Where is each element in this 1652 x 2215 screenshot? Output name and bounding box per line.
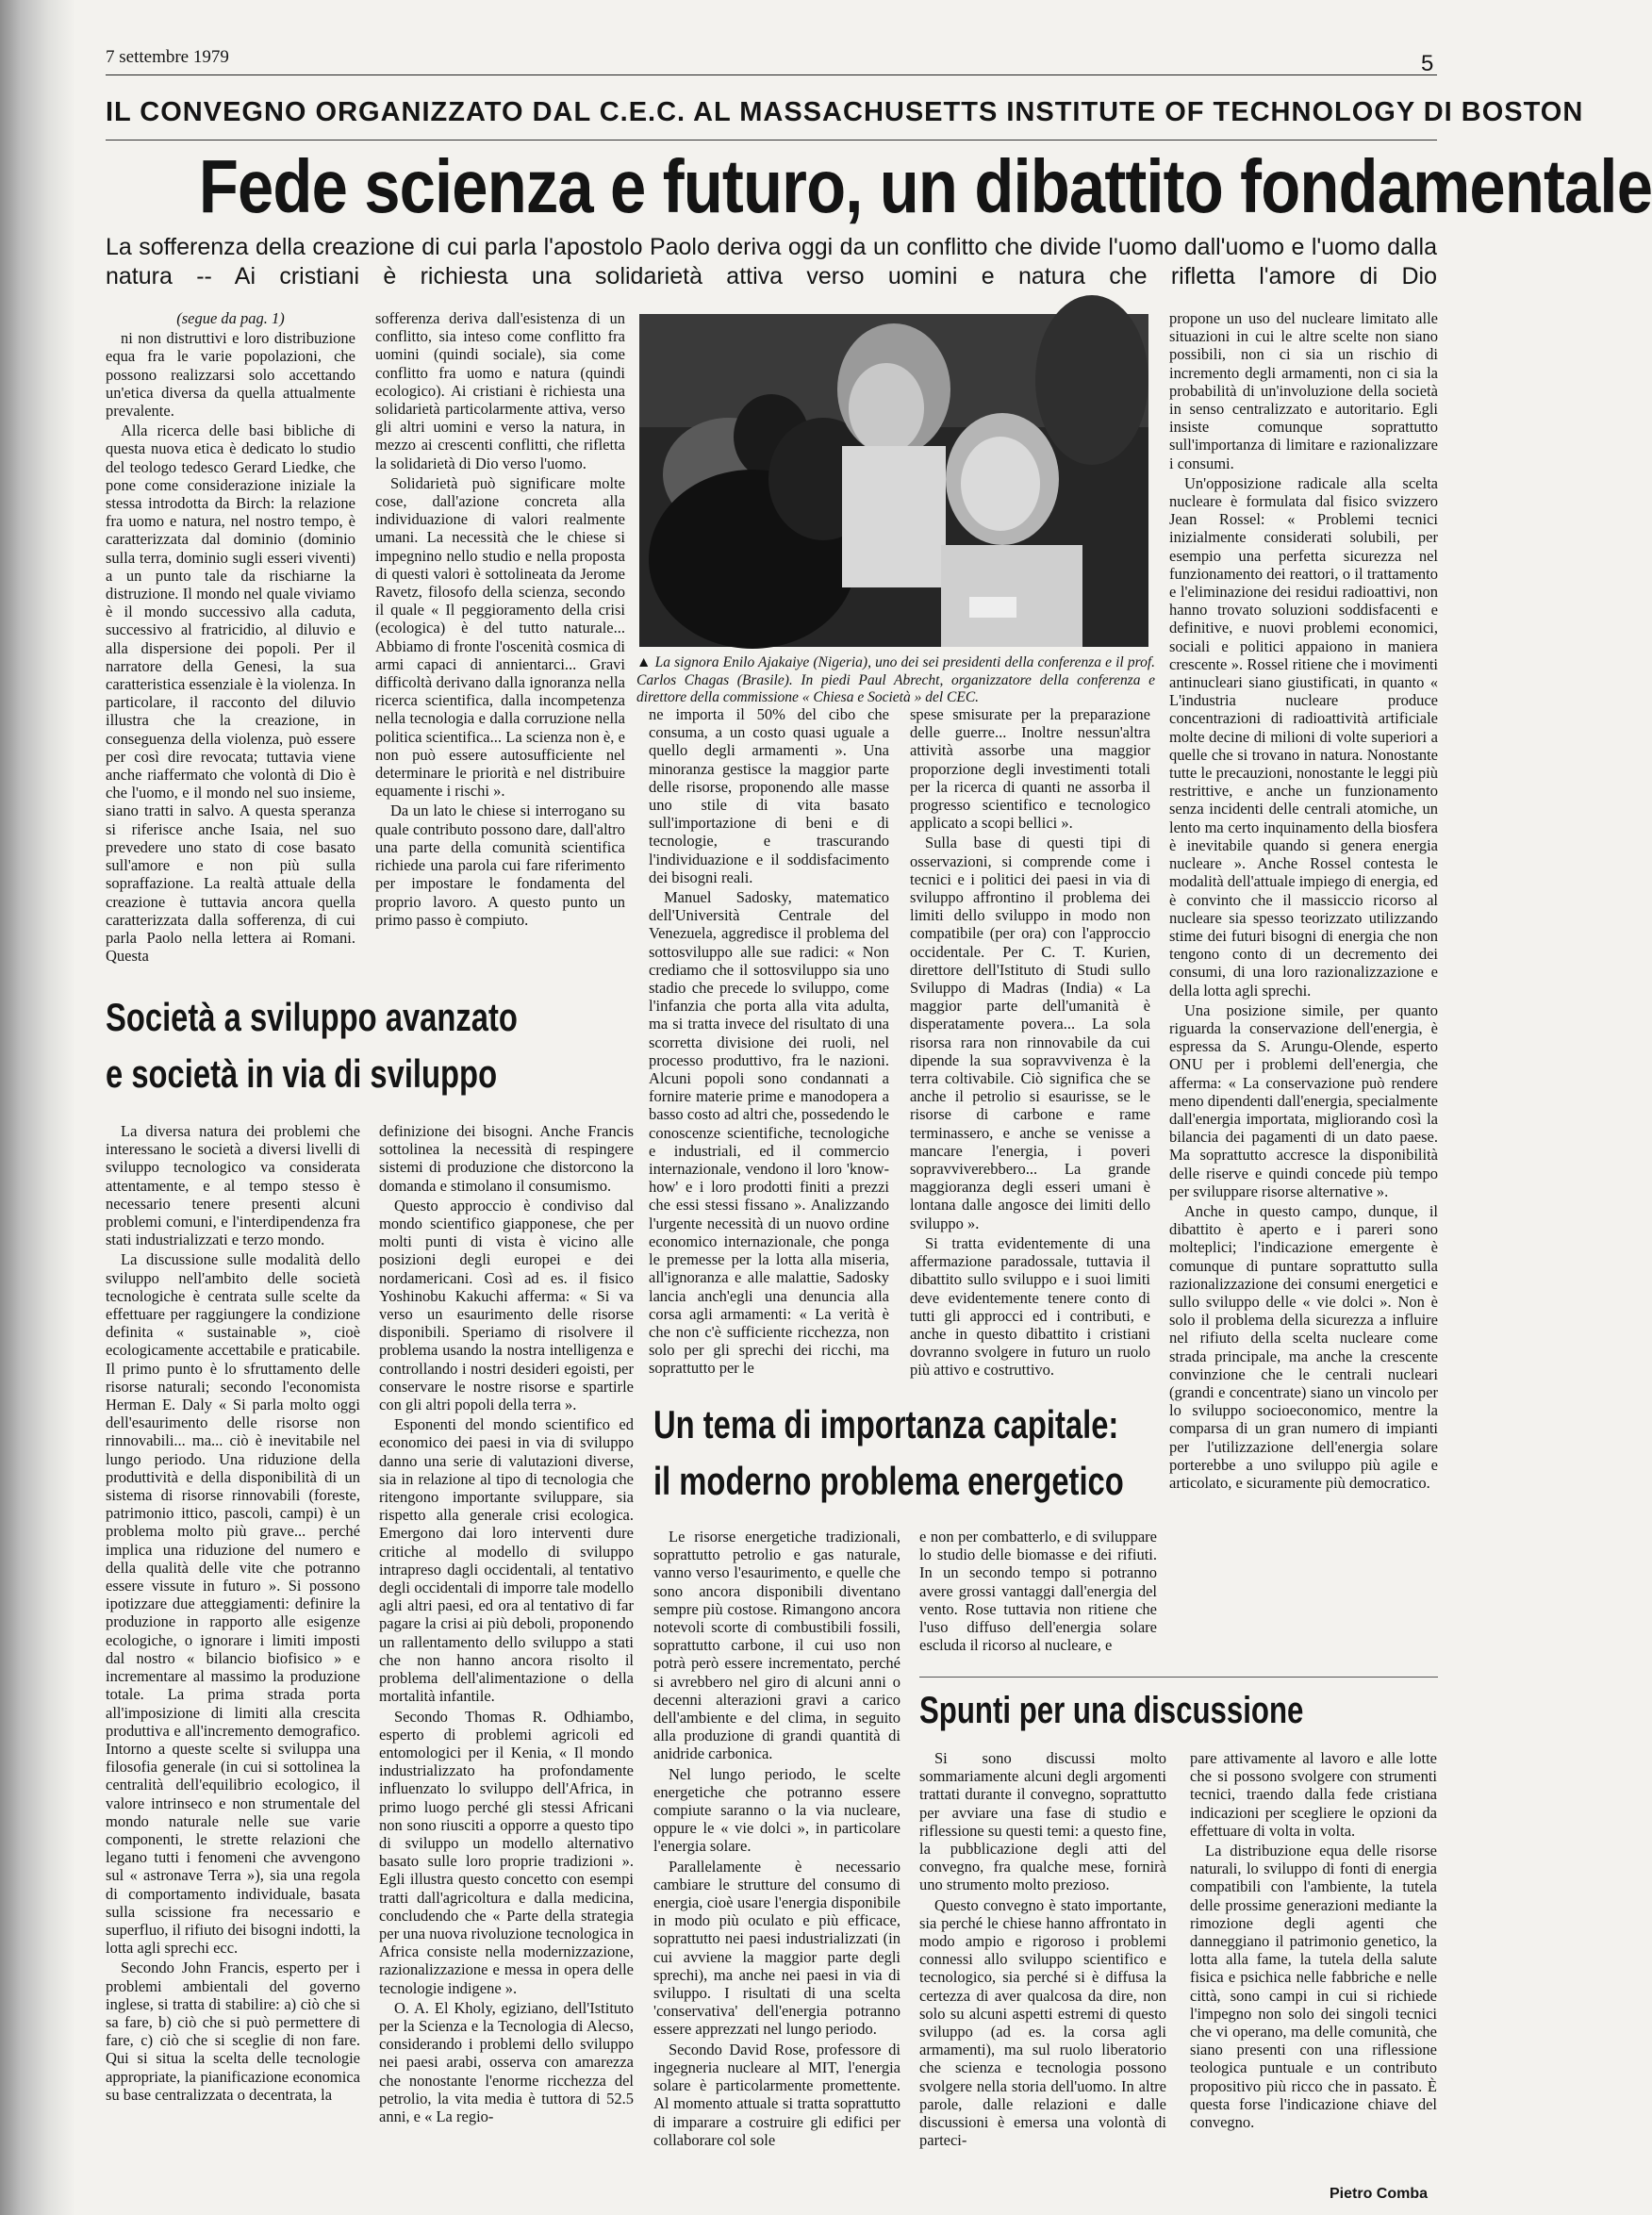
article-column-2 <box>375 309 625 969</box>
kicker: IL CONVEGNO ORGANIZZATO DAL C.E.C. AL MASSACHUSETTS INSTITUTE OF TECHNOLOGY DI BOSTON <box>106 97 1584 127</box>
article-column-1 <box>106 309 355 969</box>
issue-date: 7 settembre 1979 <box>106 47 229 67</box>
header-rule <box>106 74 1437 75</box>
paragraph: sofferenza deriva dall'esistenza di un conflitto, sia inteso come conflitto fra uomini (quindi sociale), sia come conflitto fra uomo e natura (quindi ecologico). Ai cristiani è richiesta una solidarietà particolarmente attiva, verso gli altri uomini e verso la natura, in mezzo ai crescenti conflitti, che rifletta la solidarietà di Dio verso l'uomo. <box>375 309 625 472</box>
paragraph: definizione dei bisogni. Anche Francis sottolinea la necessità di respingere sistemi di produzione che distorcono la domanda e stimolano il consumismo. <box>379 1122 634 1195</box>
societa-column-2 <box>379 1122 634 2197</box>
paragraph: Manuel Sadosky, matematico dell'Università Centrale del Venezuela, aggredisce il problema del sottosviluppo alle sue radici: « Non crediamo che il sottosviluppo sia uno stadio che precede lo sviluppo, come l'infanzia che porta alla vita adulta, ma si tratta invece del risultato di una scorretta divisione dei ruoli, nel processo produttivo, fra le nazioni. Alcuni popoli sono condannati a fornire materie prime e manodopera a basso costo ad altri che, possedendo le conoscenze scientifiche, tecnologiche e industriali, ed il commercio internazionale, vendono il loro 'know-how' e i loro prodotti finiti a prezzi che essi stessi fissano ». Analizzando l'urgente necessità di un nuovo ordine economico internazionale, che ponga le premesse per la lotta alla miseria, all'ignoranza e alle malattie, Sadosky lancia anch'egli una denuncia alla corsa agli armamenti: « La verità è che non c'è sufficiente ricchezza, non solo per gli sprechi dei ricchi, ma soprattutto per le <box>649 888 889 1378</box>
section-divider <box>919 1677 1438 1678</box>
spunti-column-1 <box>919 1749 1166 2188</box>
middle-column-b <box>910 705 1150 1384</box>
paragraph: Nel lungo periodo, le scelte energetiche che potranno essere compiute saranno o la via nucleare, oppure le « vie dolci », in particolare l'energia solare. <box>653 1764 900 1856</box>
photo <box>639 314 1148 647</box>
paragraph: ni non distruttivi e loro distribuzione equa fra le varie popolazioni, che possono realizzarsi solo accettando un'etica diversa da quella attualmente prevalente. <box>106 329 355 421</box>
paragraph: Secondo John Francis, esperto per i problemi ambientali del governo inglese, si tratta di stabilire: a) ciò che si sa fare, b) ciò che si può permettere di fare, c) ciò che si sceglie di non fare. Qui si situa la scelta delle tecnologie appropriate, la pianificazione economica su base centralizzata o decentrata, la <box>106 1959 360 2104</box>
paragraph: Alla ricerca delle basi bibliche di questa nuova etica è dedicato lo studio del teologo tedesco Gerard Liedke, che pone come considerazione iniziale la stessa introdotta da Birch: la relazione fra uomo e natura, nel nostro tempo, è caratterizzata dal dominio (dominio sulla terra, dominio sugli esseri viventi) a un punto tale da rischiarne la distruzione. Il mondo nel quale viviamo è il mondo successivo alla caduta, successivo al fratricidio, al diluvio e alla dispersione dei popoli. Per il narratore della Genesi, la sua caratteristica essenziale è la violenza. In particolare, il racconto del diluvio illustra che la creazione, in conseguenza della violenza, può essere per così dire revocata; tuttavia viene anche riaffermato che volontà di Dio è che l'uomo, e il mondo nel suo insieme, siano tratti in salvo. A questa speranza si riferisce anche Isaia, nel suo prevedere uno stato di cose basato sull'amore e non più sulla sopraffazione. La realtà attuale della creazione è tuttavia ancora quella caratterizzata dalla sofferenza, di cui parla Paolo nella lettera ai Romani. Questa <box>106 422 355 966</box>
caption-marker: ▲ <box>636 654 652 670</box>
right-column <box>1169 309 1438 1677</box>
paragraph: Sulla base di questi tipi di osservazioni, si comprende come i tecnici e i politici dei paesi in via di sviluppo affrontino il problema dei limiti dello sviluppo in modo non compatibile (per ora) con l'approccio occidentale. Per C. T. Kurien, direttore dell'Istituto di Studi sullo Sviluppo di Madras (India) « La maggior parte dell'umanità è disperatamente povera... La sola risorsa rara non rinnovabile da cui dipende la sua sopravvivenza è la terra coltivabile. Ciò significa che se anche il petrolio si esaurisse, se le risorse di carbone e rame terminassero, e anche se venisse a mancare l'energia, i poveri sopravviverebbero... La grande maggioranza degli esseri umani è lontana dalle angosce dei limiti dello sviluppo ». <box>910 834 1150 1232</box>
paragraph: Parallelamente è necessario cambiare le strutture del consumo di energia, cioè usare l'energia disponibile in modo più oculato e più efficace, soprattutto nei paesi industrializzati (in cui avviene la maggior parte degli sprechi), ma anche nei paesi in via di sviluppo. I risultati di una scelta 'conservativa' dell'energia potranno essere apprezzati nel lungo periodo. <box>653 1857 900 2039</box>
byline: Pietro Comba <box>1330 2186 1429 2202</box>
paragraph: Anche in questo campo, dunque, il dibattito è aperto e i pareri sono molteplici; l'indicazione emergente è comunque di puntare soprattutto sulla razionalizzazione dei consumi energetici e sullo sviluppo delle « vie dolci ». Non è solo il problema della sicurezza a influire nel rifiuto della scelta nucleare come strada principale, ma anche la crescente convinzione che le centrali nucleari (grandi e concentrate) siano un vincolo per lo sviluppo socioeconomico, mentre la comparsa di un gran numero di impianti per l'utilizzazione dell'energia solare porterebbe a uno sviluppo più agile e articolato, e sicuramente più democratico. <box>1169 1201 1438 1492</box>
kicker-rule <box>106 140 1437 141</box>
section-title-societa-line1: Società a sviluppo avanzato <box>106 995 518 1039</box>
page-number: 5 <box>1421 51 1434 76</box>
section-title-societa-line2: e società in via di sviluppo <box>106 1051 498 1096</box>
paragraph: Secondo Thomas R. Odhiambo, esperto di problemi agricoli ed entomologici per il Kenia, « Il mondo industrializzato ha profondamente influenzato lo sviluppo dell'Africa, in primo luogo perché gli stessi Africani non sono riusciti a opporre a questo tipo di sviluppo un modello alternativo basato sulle loro proprie tradizioni ». Egli illustra questo concetto con esempi tratti dall'agricoltura e dalla medicina, concludendo che « Parte della strategia per una nuova rivoluzione tecnologica in Africa consiste nella modernizzazione, razionalizzazione e messa in opera delle tecnologie indigene ». <box>379 1707 634 1997</box>
paragraph: Le risorse energetiche tradizionali, soprattutto petrolio e gas naturale, vanno verso l'esaurimento, e quelle che sono ancora disponibili diventano sempre più costose. Rimangono ancora notevoli scorte di combustibili fossili, soprattutto carbone, il cui uso non potrà però essere incrementato, perché si avrebbero nel giro di alcuni anni o decenni alterazioni gravi a carico dell'ambiente e del clima, in seguito alla produzione di grandi quantità di anidride carbonica. <box>653 1528 900 1763</box>
paragraph: Questo approccio è condiviso dal mondo scientifico giapponese, che per molti punti di vista è vicino alle posizioni degli europei e dei nordamericani. Così ad es. il fisico Yoshinobu Kakuchi afferma: « Si va verso un esaurimento delle risorse disponibili. Speriamo di risolvere il problema usando la nostra intelligenza e controllando i nostri desideri egoisti, per conservare le nostre risorse e spartirle con gli altri popoli della terra ». <box>379 1196 634 1414</box>
paragraph: Esponenti del mondo scientifico ed economico dei paesi in via di sviluppo danno una serie di valutazioni diverse, sia in relazione al tipo di tecnologia che ritengono importante sviluppare, sia rispetto alla generale crisi ecologica. Emergono dai loro interventi dure critiche al modello di sviluppo intrapreso dagli occidentali, al tentativo degli occidentali di imporre tale modello agli altri paesi, ed ora al tentativo di far pagare la crisi ai più deboli, proponendo un rallentamento dello sviluppo a stati che non hanno ancora risolto il problema dell'alimentazione o della mortalità infantile. <box>379 1415 634 1706</box>
middle-column-a <box>649 705 889 1384</box>
paragraph: pare attivamente al lavoro e alle lotte che si possono svolgere con strumenti tecnici, traendo dalla fede cristiana indicazioni per scegliere le opzioni da effettuare di volta in volta. <box>1190 1749 1437 1840</box>
paragraph: ne importa il 50% del cibo che consuma, a un costo quasi uguale a quello degli armamenti ». Una minoranza gestisce la maggior parte delle risorse, proponendo alle masse uno stile di vita basato sull'importazione di beni e di tecnologie, e trascurando l'individuazione e il soddisfacimento dei bisogni reali. <box>649 705 889 886</box>
headline: Fede scienza e futuro, un dibattito fondamentale <box>198 144 1652 228</box>
section-title-spunti: Spunti per una discussione <box>919 1690 1304 1731</box>
continued-note: (segue da pag. 1) <box>176 309 285 327</box>
section-title-energia-line2: il moderno problema energetico <box>653 1459 1124 1503</box>
paragraph: Si sono discussi molto sommariamente alcuni degli argomenti trattati durante il convegno, soprattutto per avviare una fase di studio e riflessione su questi temi: a questo fine, la pubblicazione degli atti del convegno, fra qualche mese, fornirà uno strumento molto prezioso. <box>919 1749 1166 1894</box>
paragraph: La diversa natura dei problemi che interessano le società a diversi livelli di sviluppo tecnologico va considerata attentamente, e al tempo stesso è necessario tenere presenti alcuni problemi comuni, e l'interdipendenza fra stati industrializzati e terzo mondo. <box>106 1122 360 1249</box>
paragraph: Questo convegno è stato importante, sia perché le chiese hanno affrontato in modo ampio e rigoroso i problemi connessi allo sviluppo scientifico e tecnologico, sia perché si è diffusa la certezza di aver qualcosa da dire, non solo su alcuni aspetti estremi di questo sviluppo (ad es. la corsa agli armamenti), ma sul ruolo liberatorio che scienza e tecnologia possono svolgere nella storia dell'uomo. In altre parole, dalle relazioni e dalle discussioni è emersa una volontà di parteci- <box>919 1895 1166 2150</box>
paragraph: Solidarietà può significare molte cose, dall'azione concreta alla individuazione di valori realmente umani. La necessità che le chiese si impegnino nello studio e nella proposta di questi valori è sottolineata da Jerome Ravetz, filosofo della scienza, secondo il quale « Il peggioramento della crisi (ecologica) è del tutto naturale... Abbiamo di fronte l'oscenità cosmica di armi capaci di annientarci... Gravi difficoltà derivano dalla ignoranza nella ricerca scientifica, dalla incompetenza nella tecnologia e dalla corruzione nella politica scientifica... La scienza non è, e non può essere autosufficiente nel determinare le priorità e nel distribuire equamente i rischi ». <box>375 473 625 801</box>
section-title-energia-line1: Un tema di importanza capitale: <box>653 1402 1119 1446</box>
paragraph: e non per combatterlo, e di sviluppare lo studio delle biomasse e dei rifiuti. In un secondo tempo si potranno avere grossi vantaggi dall'energia del vento. Rose tuttavia non ritiene che l'uso diffuso dell'energia solare escluda il ricorso al nucleare, e <box>919 1528 1157 1655</box>
paragraph: Una posizione simile, per quanto riguarda la conservazione dell'energia, è espressa da S. Arungu-Olende, esperto ONU per i problemi dell'energia, che afferma: « La conservazione può rendere meno dipendenti dall'energia, specialmente dall'energia importata, migliorando così la bilancia dei pagamenti di un dato paese. Ma soprattutto accresce la disponibilità delle riserve e quindi concede più tempo per sviluppare risorse alternative ». <box>1169 1000 1438 1200</box>
paragraph: spese smisurate per la preparazione delle guerre... Inoltre nessun'altra attività assorbe una maggior proporzione degli investimenti totali per la ricerca di quanti ne assorba il progresso scientifico e tecnologico applicato a scopi bellici ». <box>910 705 1150 833</box>
photo-caption <box>636 654 1155 707</box>
photo-caption-text: La signora Enilo Ajakaiye (Nigeria), uno dei sei presidenti della conferenza e il prof. Carlos Chagas (Brasile). In piedi Paul Abrecht, organizzatore della conferenza e direttore della commissione « Chiesa e Società » del CEC. <box>636 654 1156 705</box>
societa-column-1 <box>106 1122 360 2197</box>
scan-margin-shadow <box>0 0 75 2215</box>
paragraph: propone un uso del nucleare limitato alle situazioni in cui le altre scelte non siano possibili, non ci sia un rischio di incremento degli armamenti, non ci sia la probabilità di un'involuzione della società in senso centralizzato e autoritario. Egli insiste comunque soprattutto sull'importanza di limitare e razionalizzare i consumi. <box>1169 309 1438 472</box>
paragraph: Un'opposizione radicale alla scelta nucleare è formulata dal fisico svizzero Jean Rossel: « Problemi tecnici inizialmente considerati solubili, per esempio una perfetta sicurezza nel funzionamento dei reattori, o il trattamento e l'eliminazione dei residui radioattivi, non hanno trovato soluzioni soddisfacenti e definitive, e nuovi problemi economici, sociali e politici appaiono in maniera crescente ». Rossel ritiene che i movimenti antinucleari siano giustificati, in quanto « L'industria nucleare produce concentrazioni di radioattività artificiale molte decine di milioni di volte superiori a quelle che si trovano in natura. Nonostante tutte le precauzioni, nonostante le leggi più restrittive, e anche un funzionamento senza incidenti delle centrali atomiche, un lento ma certo inquinamento della biosfera è inevitabile quando si genera energia nucleare ». Anche Rossel contesta le modalità dell'attuale impiego di energia, ed è convinto che il massiccio ricorso al nucleare sia spesso teorizzato utilizzando stime dei futuri bisogni di energia che non tengono conto di un decremento dei consumi, di una loro razionalizzazione e della lotta agli sprechi. <box>1169 473 1438 1000</box>
paragraph: Da un lato le chiese si interrogano su quale contributo possono dare, dall'altro una parte della comunità scientifica richiede una parola cui fare riferimento per impostare le fondamenta del proprio lavoro. A questo punto un primo passo è compiuto. <box>375 802 625 929</box>
paragraph: O. A. El Kholy, egiziano, dell'Istituto per la Scienza e la Tecnologia di Alecso, considerando i problemi dello sviluppo nei paesi arabi, osserva con amarezza che nonostante l'enorme ricchezza del petrolio, la vita media è tuttora di 52.5 anni, e « La regio- <box>379 1998 634 2125</box>
energia-column-1 <box>653 1528 900 2178</box>
paragraph: Si tratta evidentemente di una affermazione paradossale, tuttavia il dibattito sullo sviluppo e i suoi limiti deve evidentemente tenere conto di tutti gli approcci ed i contributi, e anche in questo dibattito i cristiani dovranno svolgere in futuro un ruolo più attivo e costruttivo. <box>910 1233 1150 1380</box>
energia-column-2 <box>919 1528 1157 1678</box>
spunti-column-2 <box>1190 1749 1437 2178</box>
paragraph: Secondo David Rose, professore di ingegneria nucleare al MIT, l'energia solare è particolarmente promettente. Al momento attuale si tratta soprattutto di imparare a costruire gli edifici per collaborare col sole <box>653 2040 900 2149</box>
deck: La sofferenza della creazione di cui parla l'apostolo Paolo deriva oggi da un conflitto che divide l'uomo dall'uomo e l'uomo dalla natura -- Ai cristiani è richiesta una solidarietà attiva verso uomini e natura che rifletta l'amore di Dio <box>106 234 1437 289</box>
photo-image <box>639 314 1148 647</box>
paragraph: La discussione sulle modalità dello sviluppo nell'ambito delle società tecnologiche è centrata sulle scelte da effettuare per raggiungere la condizione definita « sustainable », cioè ecologicamente accettabile e praticabile. Il primo punto è lo sfruttamento delle risorse naturali; secondo l'economista Herman E. Daly « Si parla molto oggi dell'esaurimento delle risorse non rinnovabili... ma... ciò è inevitabile nel lungo periodo. Una riduzione della produttività e della disponibilità di un sistema di risorse rinnovabili (foreste, patrimonio ittico, pascoli, campi) è un problema molto più grave... perché implica una riduzione del numero e della qualità delle vite che potranno essere vissute in futuro ». Si possono ipotizzare due atteggiamenti: definire la produzione in rapporto alle esigenze ecologiche, o ignorare i limiti imposti dal nostro « bilancio biofisico » e incrementare al massimo la produzione totale. La prima strada porta all'imposizione di limiti alla crescita produttiva e all'incremento demografico. Intorno a queste scelte si sviluppa una filosofia generale (in cui si sottolinea la centralità dell'equilibrio ecologico, il valore intrinseco e non strumentale del mondo naturale nelle sue varie componenti, le strette relazioni che legano tutti i fenomeni che avvengono sul « astronave Terra »), sia una regola di comportamento individuale, basata sulla scissione fra necessario e superfluo, il rifiuto dei bisogni indotti, la lotta agli sprechi ecc. <box>106 1250 360 1958</box>
paragraph: La distribuzione equa delle risorse naturali, lo sviluppo di fonti di energia compatibili con l'ambiente, la tutela delle prossime generazioni mediante la rimozione degli agenti che danneggiano il patrimonio genetico, la lotta alla fame, la tutela della salute fisica e psichica nelle fabbriche e nelle città, sono campi in cui si richiede l'impegno non solo dei singoli tecnici che vi operano, ma delle comunità, che siano presenti con una riflessione teologica puntuale e un contributo propositivo più ricco che in passato. È questa forse l'indicazione chiave del convegno. <box>1190 1842 1437 2132</box>
